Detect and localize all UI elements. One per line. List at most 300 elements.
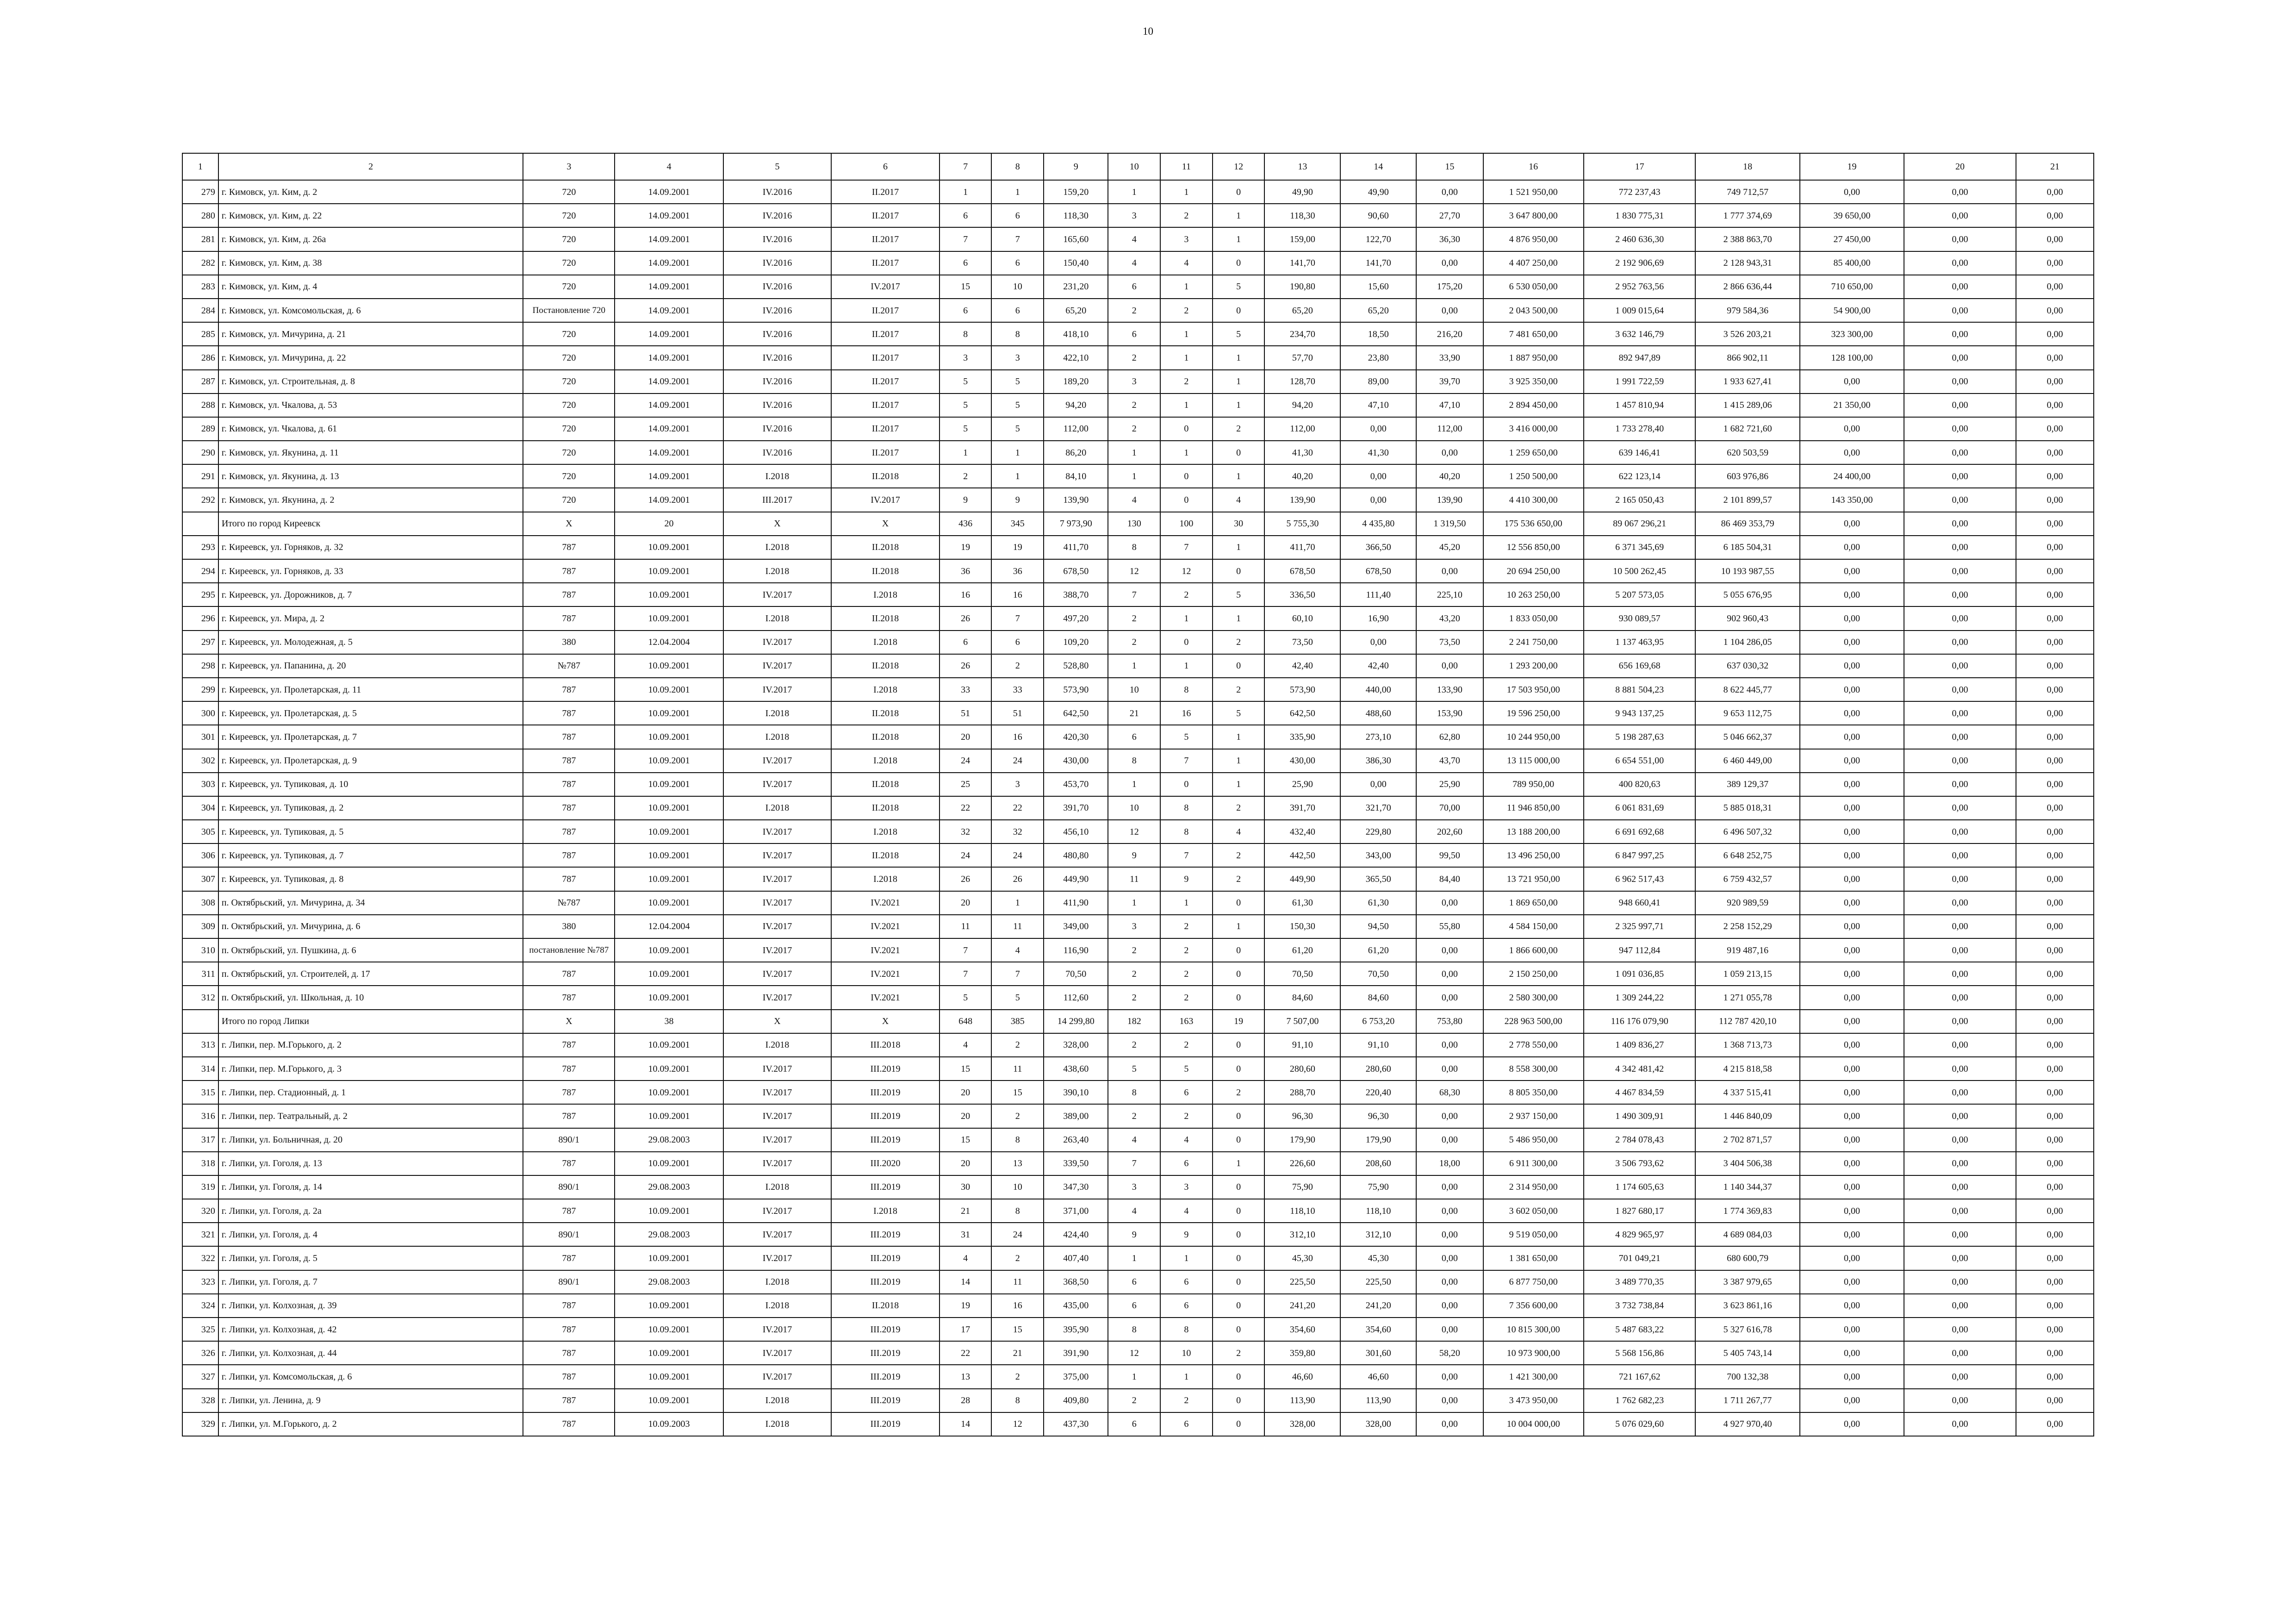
- table-row: [182, 654, 2094, 678]
- table-cell: 0,00: [1416, 1223, 1483, 1246]
- table-cell: 787: [523, 1246, 615, 1270]
- table-cell: 642,50: [1044, 701, 1108, 725]
- table-cell: 5: [1160, 1057, 1213, 1081]
- table-cell: 453,70: [1044, 773, 1108, 796]
- table-cell: IV.2017: [831, 488, 940, 512]
- table-cell: III.2019: [831, 1175, 940, 1199]
- table-cell: 8: [991, 1128, 1044, 1152]
- table-cell: 6: [1160, 1081, 1213, 1104]
- table-cell: 0,00: [1800, 631, 1904, 654]
- table-cell: 16: [991, 1294, 1044, 1318]
- table-cell: 20: [940, 1081, 992, 1104]
- table-cell: 787: [523, 796, 615, 820]
- table-cell: 6 962 517,43: [1584, 867, 1696, 891]
- table-cell: 11: [1108, 867, 1160, 891]
- table-cell: 710 650,00: [1800, 275, 1904, 299]
- table-cell: 0,00: [2016, 820, 2094, 843]
- table-cell: 7 507,00: [1264, 1010, 1340, 1033]
- table-cell: 787: [523, 962, 615, 986]
- table-cell: 2: [1108, 394, 1160, 417]
- table-cell: 6: [1108, 725, 1160, 749]
- table-cell: 10.09.2001: [615, 725, 723, 749]
- table-cell: 0,00: [2016, 606, 2094, 630]
- column-number-row: [182, 153, 2094, 180]
- table-cell: I.2018: [723, 725, 832, 749]
- table-cell: III.2019: [831, 1246, 940, 1270]
- table-cell: 2: [1160, 962, 1213, 986]
- table-cell: 2: [1160, 915, 1213, 938]
- table-cell: Постановление 720: [523, 299, 615, 322]
- address-cell: г. Липки, ул. Гоголя, д. 13: [218, 1152, 523, 1175]
- table-cell: №787: [523, 891, 615, 915]
- table-cell: 0,00: [2016, 1128, 2094, 1152]
- table-cell: 701 049,21: [1584, 1246, 1696, 1270]
- table-cell: 0,00: [1416, 1294, 1483, 1318]
- table-cell: 343,00: [1340, 843, 1416, 867]
- table-cell: 787: [523, 867, 615, 891]
- subtotal-row: [182, 512, 2094, 536]
- table-cell: 26: [940, 606, 992, 630]
- table-cell: 2: [991, 1104, 1044, 1128]
- table-cell: 424,40: [1044, 1223, 1108, 1246]
- table-cell: X: [831, 512, 940, 536]
- table-cell: 1: [1160, 394, 1213, 417]
- table-cell: 366,50: [1340, 536, 1416, 559]
- address-cell: г. Кимовск, ул. Ким, д. 38: [218, 251, 523, 275]
- table-cell: 14 299,80: [1044, 1010, 1108, 1033]
- table-cell: IV.2016: [723, 346, 832, 369]
- address-cell: п. Октябрьский, ул. Мичурина, д. 6: [218, 915, 523, 938]
- table-cell: 2: [1160, 204, 1213, 227]
- table-cell: 6: [1108, 1412, 1160, 1436]
- table-cell: IV.2017: [723, 915, 832, 938]
- table-cell: 0: [1213, 1389, 1265, 1412]
- table-cell: 0: [1160, 417, 1213, 441]
- table-cell: 15: [940, 275, 992, 299]
- table-cell: IV.2017: [723, 1199, 832, 1223]
- table-cell: 293: [182, 536, 218, 559]
- table-cell: 10.09.2001: [615, 962, 723, 986]
- table-cell: 0,00: [2016, 654, 2094, 678]
- table-row: [182, 1246, 2094, 1270]
- table-cell: 0,00: [1904, 843, 2016, 867]
- table-cell: 51: [991, 701, 1044, 725]
- address-cell: г. Киреевск, ул. Горняков, д. 32: [218, 536, 523, 559]
- table-cell: 2: [1213, 1341, 1265, 1365]
- table-cell: 0: [1213, 1412, 1265, 1436]
- table-cell: 4: [991, 938, 1044, 962]
- table-cell: II.2017: [831, 346, 940, 369]
- table-cell: 4 215 818,58: [1695, 1057, 1799, 1081]
- table-cell: 420,30: [1044, 725, 1108, 749]
- table-cell: I.2018: [831, 678, 940, 701]
- table-cell: 60,10: [1264, 606, 1340, 630]
- table-cell: 787: [523, 1294, 615, 1318]
- table-cell: 10 973 900,00: [1483, 1341, 1584, 1365]
- table-cell: 0,00: [1904, 773, 2016, 796]
- table-cell: 0,00: [1416, 1104, 1483, 1128]
- table-cell: 0,00: [1416, 1365, 1483, 1388]
- table-cell: 61,20: [1340, 938, 1416, 962]
- table-cell: 10.09.2001: [615, 1341, 723, 1365]
- table-cell: 20: [940, 891, 992, 915]
- table-cell: 49,90: [1264, 180, 1340, 204]
- table-cell: 3: [940, 346, 992, 369]
- table-cell: 9 943 137,25: [1584, 701, 1696, 725]
- column-number: 15: [1416, 153, 1483, 180]
- table-cell: 359,80: [1264, 1341, 1340, 1365]
- address-cell: г. Кимовск, ул. Комсомольская, д. 6: [218, 299, 523, 322]
- table-cell: 648: [940, 1010, 992, 1033]
- table-cell: 0: [1213, 1318, 1265, 1341]
- table-cell: 6 648 252,75: [1695, 843, 1799, 867]
- table-cell: 6 759 432,57: [1695, 867, 1799, 891]
- table-cell: II.2017: [831, 441, 940, 464]
- table-cell: 65,20: [1340, 299, 1416, 322]
- table-cell: 14.09.2001: [615, 441, 723, 464]
- table-cell: 2: [1160, 986, 1213, 1009]
- table-cell: 0,00: [2016, 1010, 2094, 1033]
- table-cell: 1 762 682,23: [1584, 1389, 1696, 1412]
- table-row: [182, 1294, 2094, 1318]
- table-cell: 5 046 662,37: [1695, 725, 1799, 749]
- table-cell: 787: [523, 1318, 615, 1341]
- table-cell: 0,00: [1416, 441, 1483, 464]
- table-cell: 281: [182, 227, 218, 251]
- table-cell: 7: [991, 227, 1044, 251]
- table-cell: 0,00: [1904, 512, 2016, 536]
- table-cell: 6 185 504,31: [1695, 536, 1799, 559]
- table-cell: IV.2016: [723, 370, 832, 394]
- table-cell: 2 101 899,57: [1695, 488, 1799, 512]
- address-cell: г. Липки, ул. Колхозная, д. 42: [218, 1318, 523, 1341]
- table-cell: 409,80: [1044, 1389, 1108, 1412]
- table-cell: 179,90: [1264, 1128, 1340, 1152]
- table-cell: 229,80: [1340, 820, 1416, 843]
- table-cell: 787: [523, 1365, 615, 1388]
- table-cell: 497,20: [1044, 606, 1108, 630]
- table-cell: 920 989,59: [1695, 891, 1799, 915]
- table-cell: 1 293 200,00: [1483, 654, 1584, 678]
- table-cell: IV.2017: [723, 1246, 832, 1270]
- table-cell: 2: [991, 1033, 1044, 1057]
- address-cell: г. Киреевск, ул. Пролетарская, д. 11: [218, 678, 523, 701]
- column-number: 16: [1483, 153, 1584, 180]
- address-cell: г. Кимовск, ул. Мичурина, д. 21: [218, 322, 523, 346]
- table-cell: 0,00: [2016, 417, 2094, 441]
- table-cell: 4: [1160, 1199, 1213, 1223]
- table-cell: 8 622 445,77: [1695, 678, 1799, 701]
- table-cell: 0,00: [1416, 986, 1483, 1009]
- table-cell: 0: [1213, 1223, 1265, 1246]
- table-cell: 1 009 015,64: [1584, 299, 1696, 322]
- table-row: [182, 1389, 2094, 1412]
- table-cell: I.2018: [723, 559, 832, 583]
- table-cell: 480,80: [1044, 843, 1108, 867]
- address-cell: г. Киреевск, ул. Тупиковая, д. 10: [218, 773, 523, 796]
- table-cell: IV.2021: [831, 962, 940, 986]
- table-cell: 720: [523, 180, 615, 204]
- table-cell: 314: [182, 1057, 218, 1081]
- table-cell: 1 887 950,00: [1483, 346, 1584, 369]
- table-cell: 0,00: [2016, 773, 2094, 796]
- table-cell: 0: [1213, 1033, 1265, 1057]
- table-cell: 6: [1108, 1270, 1160, 1294]
- table-cell: I.2018: [831, 1199, 940, 1223]
- table-cell: 1: [1108, 891, 1160, 915]
- table-cell: 0,00: [1904, 1270, 2016, 1294]
- table-cell: 7: [940, 938, 992, 962]
- table-cell: 3 623 861,16: [1695, 1294, 1799, 1318]
- table-cell: 0,00: [1416, 1412, 1483, 1436]
- table-cell: 2: [1108, 299, 1160, 322]
- table-cell: 29.08.2003: [615, 1223, 723, 1246]
- table-cell: 27,70: [1416, 204, 1483, 227]
- address-cell: г. Липки, пер. Театральный, д. 2: [218, 1104, 523, 1128]
- table-cell: 290: [182, 441, 218, 464]
- table-cell: 0: [1213, 938, 1265, 962]
- table-cell: IV.2017: [723, 1365, 832, 1388]
- table-cell: 787: [523, 725, 615, 749]
- table-cell: 0,00: [1340, 773, 1416, 796]
- table-cell: IV.2021: [831, 986, 940, 1009]
- table-cell: 5: [940, 394, 992, 417]
- table-cell: 86,20: [1044, 441, 1108, 464]
- table-cell: 10.09.2001: [615, 606, 723, 630]
- table-cell: 349,00: [1044, 915, 1108, 938]
- table-row: [182, 962, 2094, 986]
- table-cell: 5: [1108, 1057, 1160, 1081]
- table-cell: 368,50: [1044, 1270, 1108, 1294]
- table-cell: №787: [523, 654, 615, 678]
- table-cell: 118,10: [1264, 1199, 1340, 1223]
- table-cell: 159,00: [1264, 227, 1340, 251]
- table-cell: IV.2016: [723, 299, 832, 322]
- table-cell: 3: [1108, 1175, 1160, 1199]
- table-row: [182, 1223, 2094, 1246]
- table-cell: 190,80: [1264, 275, 1340, 299]
- table-cell: 141,70: [1264, 251, 1340, 275]
- table-cell: 0,00: [1904, 394, 2016, 417]
- table-cell: II.2017: [831, 299, 940, 322]
- table-cell: 42,40: [1264, 654, 1340, 678]
- table-cell: 2: [991, 1365, 1044, 1388]
- table-cell: 10.09.2001: [615, 1081, 723, 1104]
- table-cell: 4: [1108, 251, 1160, 275]
- table-cell: 5: [1213, 322, 1265, 346]
- table-cell: 65,20: [1264, 299, 1340, 322]
- table-cell: 0: [1213, 1365, 1265, 1388]
- table-cell: II.2017: [831, 322, 940, 346]
- table-cell: 10.09.2001: [615, 1104, 723, 1128]
- table-cell: 456,10: [1044, 820, 1108, 843]
- table-cell: 637 030,32: [1695, 654, 1799, 678]
- table-cell: 20: [615, 512, 723, 536]
- address-cell: п. Октябрьский, ул. Строителей, д. 17: [218, 962, 523, 986]
- table-cell: 15,60: [1340, 275, 1416, 299]
- table-cell: IV.2016: [723, 204, 832, 227]
- table-cell: 16: [940, 583, 992, 606]
- table-cell: 8: [991, 322, 1044, 346]
- table-cell: 1: [1160, 322, 1213, 346]
- table-cell: 84,10: [1044, 464, 1108, 488]
- table-cell: 0,00: [2016, 180, 2094, 204]
- table-cell: 4 410 300,00: [1483, 488, 1584, 512]
- table-cell: 0,00: [2016, 1318, 2094, 1341]
- table-cell: 25,90: [1416, 773, 1483, 796]
- table-cell: 787: [523, 1057, 615, 1081]
- address-cell: г. Кимовск, ул. Строительная, д. 8: [218, 370, 523, 394]
- table-cell: 0: [1213, 1246, 1265, 1270]
- table-cell: 299: [182, 678, 218, 701]
- table-cell: 0,00: [1800, 867, 1904, 891]
- table-cell: 3 506 793,62: [1584, 1152, 1696, 1175]
- table-cell: 0,00: [1904, 559, 2016, 583]
- table-cell: 1: [1213, 227, 1265, 251]
- table-cell: 0,00: [1904, 1033, 2016, 1057]
- table-cell: 328,00: [1044, 1033, 1108, 1057]
- table-cell: I.2018: [723, 536, 832, 559]
- table-cell: 24: [940, 843, 992, 867]
- table-cell: 749 712,57: [1695, 180, 1799, 204]
- table-cell: 303: [182, 773, 218, 796]
- table-cell: 118,30: [1044, 204, 1108, 227]
- table-cell: 0,00: [1904, 1389, 2016, 1412]
- table-cell: 0,00: [1904, 583, 2016, 606]
- table-cell: 31: [940, 1223, 992, 1246]
- table-cell: 0,00: [2016, 915, 2094, 938]
- table-cell: 6 530 050,00: [1483, 275, 1584, 299]
- table-cell: 0,00: [2016, 370, 2094, 394]
- table-cell: 33: [940, 678, 992, 701]
- table-cell: 2 241 750,00: [1483, 631, 1584, 654]
- table-cell: 7: [1160, 536, 1213, 559]
- table-cell: II.2017: [831, 227, 940, 251]
- table-cell: 5: [1160, 725, 1213, 749]
- table-cell: 1: [1160, 275, 1213, 299]
- table-cell: 25,90: [1264, 773, 1340, 796]
- table-cell: 573,90: [1044, 678, 1108, 701]
- table-cell: II.2017: [831, 394, 940, 417]
- table-cell: 122,70: [1340, 227, 1416, 251]
- table-cell: 3 404 506,38: [1695, 1152, 1799, 1175]
- table-cell: 0,00: [1416, 962, 1483, 986]
- table-cell: 3: [1160, 1175, 1213, 1199]
- table-cell: 18,00: [1416, 1152, 1483, 1175]
- table-cell: 0,00: [2016, 796, 2094, 820]
- table-cell: 0,00: [2016, 441, 2094, 464]
- table-cell: 306: [182, 843, 218, 867]
- table-cell: 639 146,41: [1584, 441, 1696, 464]
- table-cell: 385: [991, 1010, 1044, 1033]
- table-row: [182, 464, 2094, 488]
- table-cell: 4: [1108, 1128, 1160, 1152]
- page-number: 10: [1143, 25, 1153, 37]
- table-cell: IV.2021: [831, 891, 940, 915]
- table-cell: 0,00: [1416, 180, 1483, 204]
- table-cell: 1: [1160, 346, 1213, 369]
- table-cell: 2 937 150,00: [1483, 1104, 1584, 1128]
- table-cell: 0,00: [2016, 1033, 2094, 1057]
- table-row: [182, 843, 2094, 867]
- table-cell: 4: [1160, 251, 1213, 275]
- table-cell: 29.08.2003: [615, 1270, 723, 1294]
- table-cell: 1: [1213, 725, 1265, 749]
- table-cell: 0,00: [2016, 701, 2094, 725]
- table-cell: 0,00: [1416, 1057, 1483, 1081]
- table-cell: IV.2021: [831, 938, 940, 962]
- table-cell: 21: [1108, 701, 1160, 725]
- table-cell: 163: [1160, 1010, 1213, 1033]
- table-cell: 0,00: [1904, 488, 2016, 512]
- table-row: [182, 441, 2094, 464]
- table-cell: 339,50: [1044, 1152, 1108, 1175]
- table-cell: 13: [940, 1365, 992, 1388]
- table-row: [182, 275, 2094, 299]
- table-cell: 280,60: [1340, 1057, 1416, 1081]
- table-cell: 2 325 997,71: [1584, 915, 1696, 938]
- table-cell: 1: [1160, 180, 1213, 204]
- table-cell: 8 881 504,23: [1584, 678, 1696, 701]
- table-cell: 1 409 836,27: [1584, 1033, 1696, 1057]
- table-cell: 6 460 449,00: [1695, 749, 1799, 773]
- table-cell: 111,40: [1340, 583, 1416, 606]
- table-cell: 317: [182, 1128, 218, 1152]
- table-cell: 150,40: [1044, 251, 1108, 275]
- table-cell: 1 446 840,09: [1695, 1104, 1799, 1128]
- table-cell: 890/1: [523, 1128, 615, 1152]
- table-cell: 2 460 636,30: [1584, 227, 1696, 251]
- table-cell: 0,00: [1800, 1104, 1904, 1128]
- table-cell: 289: [182, 417, 218, 441]
- table-cell: 12.04.2004: [615, 915, 723, 938]
- table-cell: 10.09.2001: [615, 867, 723, 891]
- table-cell: II.2017: [831, 417, 940, 441]
- address-cell: г. Липки, ул. Гоголя, д. 4: [218, 1223, 523, 1246]
- table-cell: 1: [1160, 606, 1213, 630]
- table-cell: 680 600,79: [1695, 1246, 1799, 1270]
- table-cell: 0: [1213, 1104, 1265, 1128]
- table-cell: 26: [940, 867, 992, 891]
- table-cell: 2 894 450,00: [1483, 394, 1584, 417]
- table-cell: 297: [182, 631, 218, 654]
- table-cell: 8: [1160, 820, 1213, 843]
- table-cell: I.2018: [831, 749, 940, 773]
- address-cell: Итого по город Липки: [218, 1010, 523, 1033]
- table-cell: 0,00: [2016, 962, 2094, 986]
- table-cell: IV.2017: [723, 1223, 832, 1246]
- table-cell: 389,00: [1044, 1104, 1108, 1128]
- table-cell: 3 387 979,65: [1695, 1270, 1799, 1294]
- table-cell: 3: [1108, 204, 1160, 227]
- table-cell: 0,00: [1800, 725, 1904, 749]
- table-cell: 7 356 600,00: [1483, 1294, 1584, 1318]
- table-cell: IV.2017: [723, 654, 832, 678]
- table-cell: 2: [1213, 1081, 1265, 1104]
- table-cell: 7: [1160, 749, 1213, 773]
- table-cell: 2 165 050,43: [1584, 488, 1696, 512]
- table-cell: 0,00: [2016, 1294, 2094, 1318]
- table-cell: 442,50: [1264, 843, 1340, 867]
- table-cell: 318: [182, 1152, 218, 1175]
- table-cell: 0,00: [1904, 227, 2016, 251]
- table-cell: 5: [1213, 701, 1265, 725]
- table-cell: 112,00: [1416, 417, 1483, 441]
- table-cell: 389 129,37: [1695, 773, 1799, 796]
- table-cell: 0,00: [1800, 891, 1904, 915]
- table-cell: [182, 512, 218, 536]
- table-cell: 347,30: [1044, 1175, 1108, 1199]
